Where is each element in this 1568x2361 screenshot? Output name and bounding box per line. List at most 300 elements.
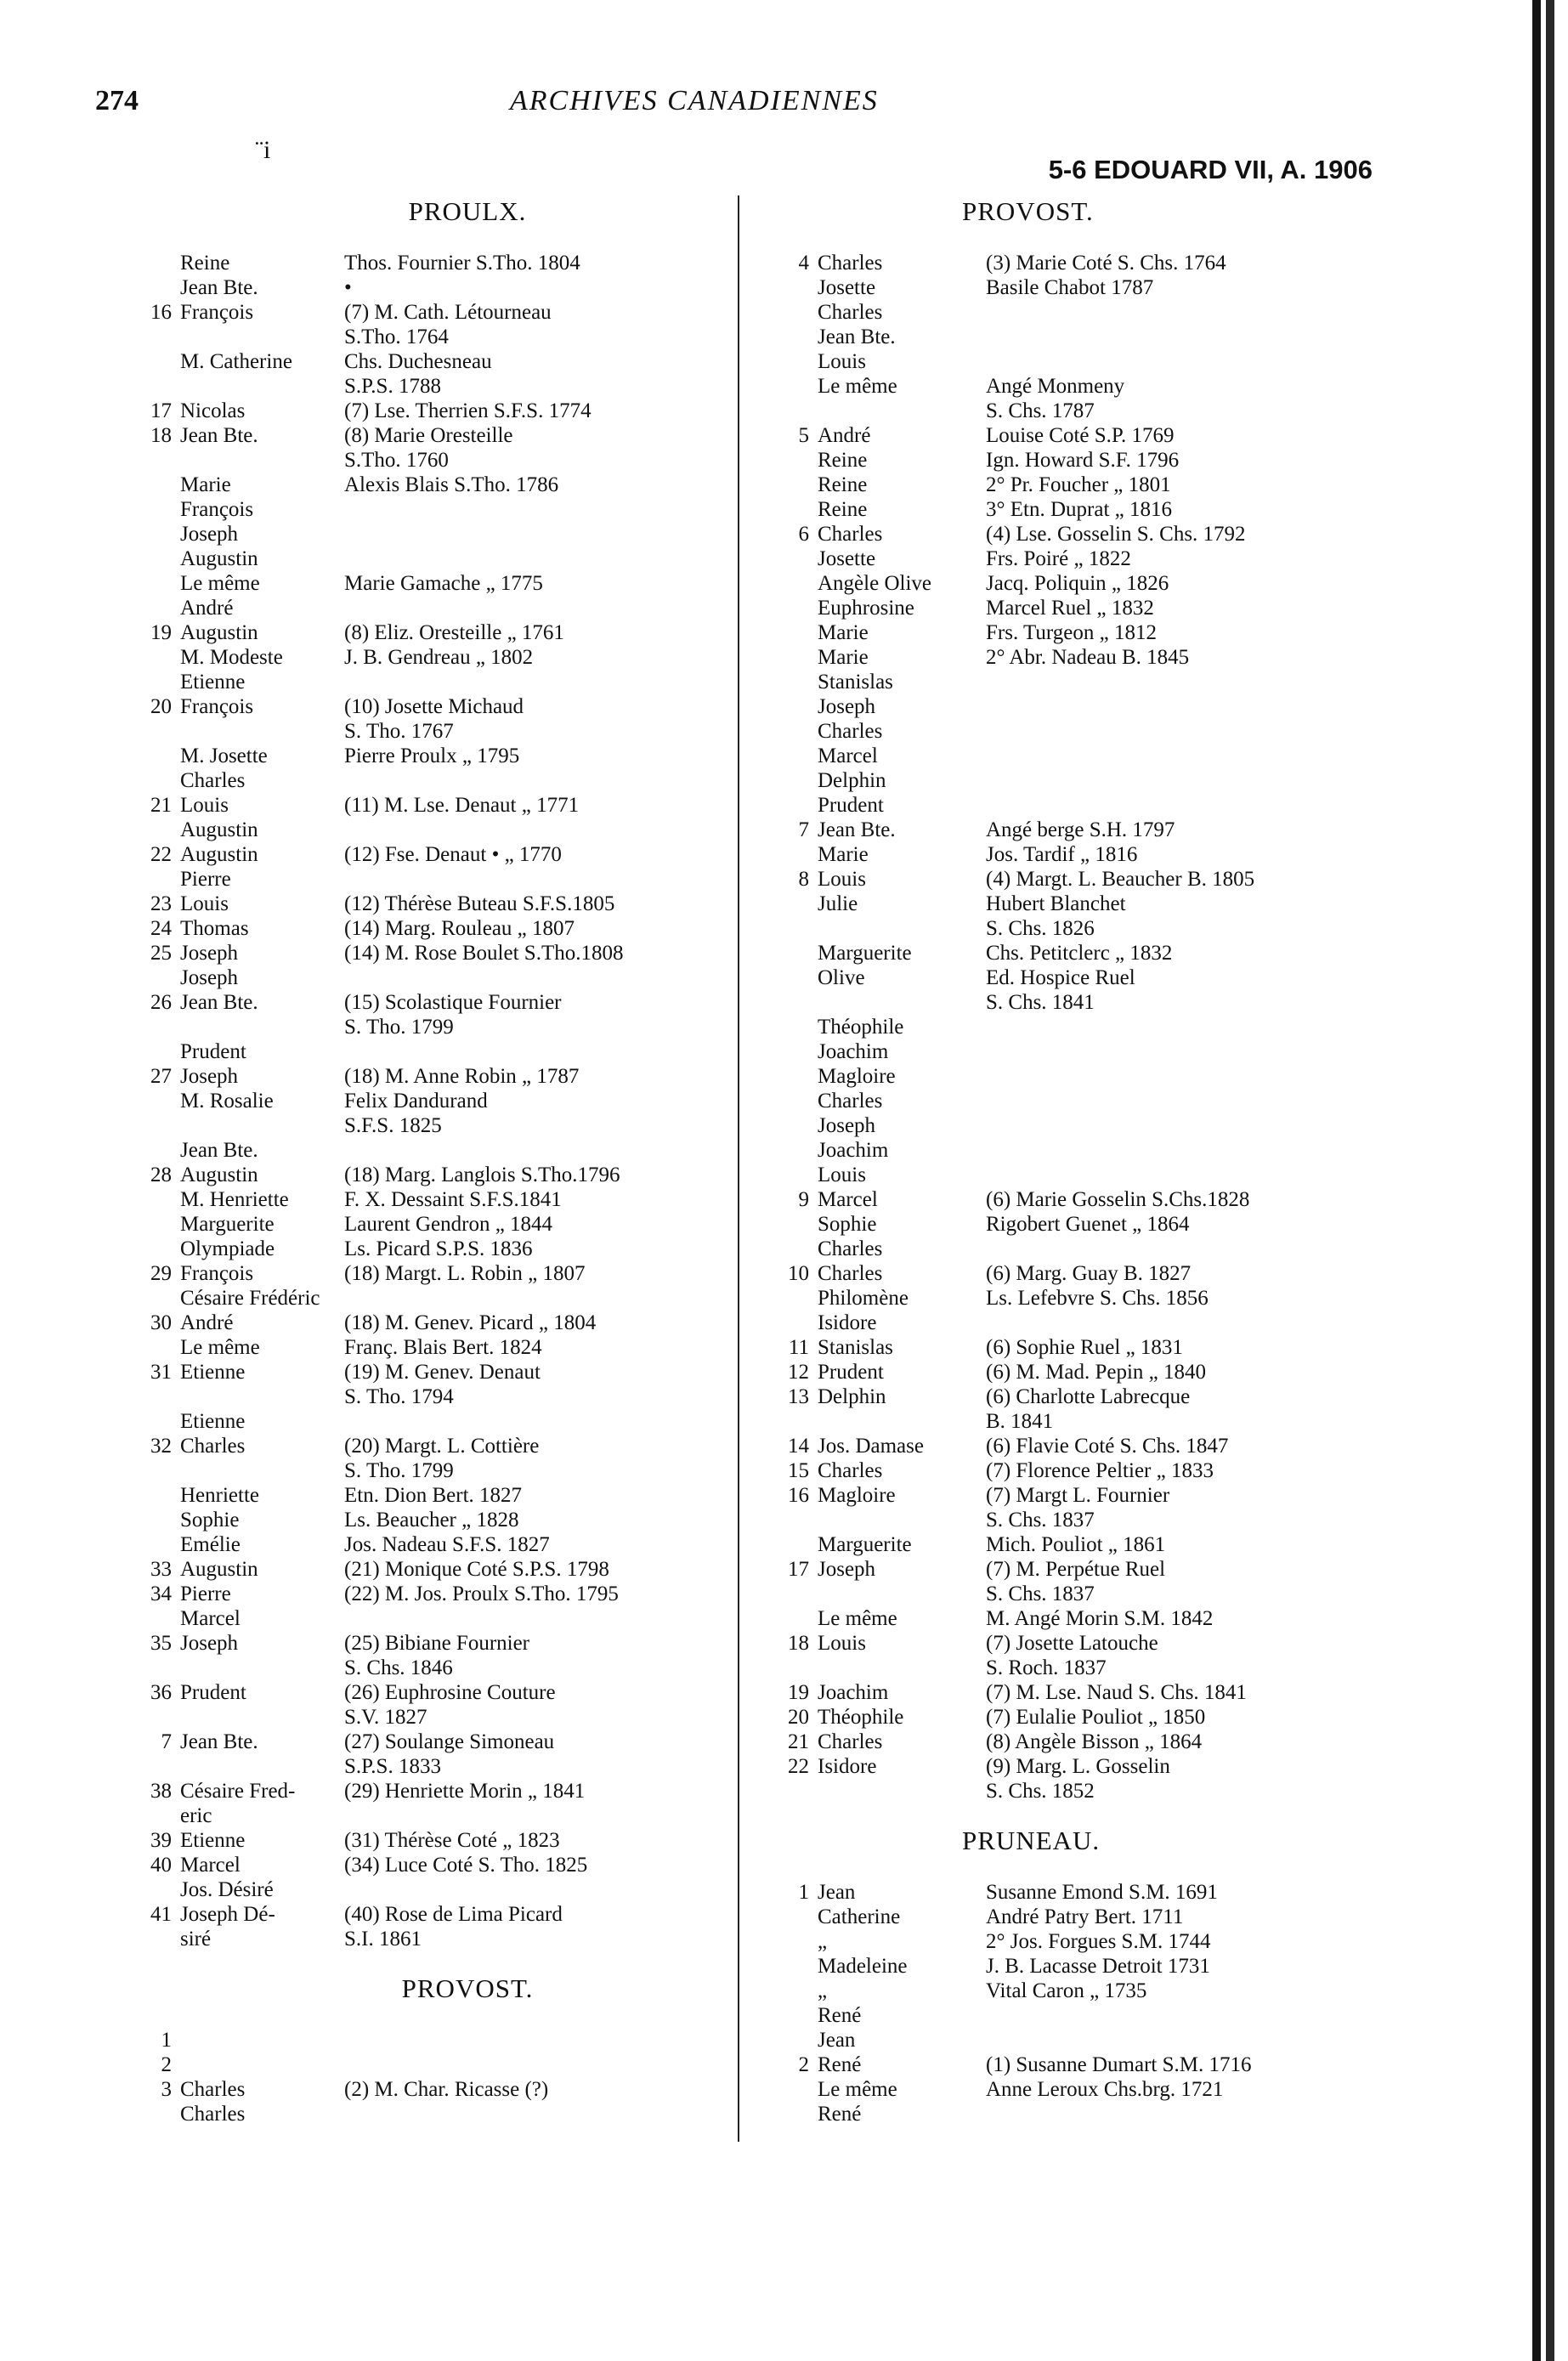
spouse-entry: S.Tho. 1760 [344,449,449,472]
genealogy-entry [153,1113,765,1138]
spouse-entry: (3) Marie Coté S. Chs. 1764 [986,252,1226,275]
spouse-entry: Jacq. Poliquin „ 1826 [986,572,1169,595]
genealogy-entry [790,670,1402,694]
spouse-entry: (10) Josette Michaud [344,695,524,718]
genealogy-entry [790,300,1402,325]
entry-number: 21 [150,794,172,817]
genealogy-entry [790,1064,1402,1089]
person-name: Charles [818,1090,883,1113]
spouse-entry: (7) Margt L. Fournier [986,1484,1170,1507]
genealogy-entry [790,1187,1402,1212]
genealogy-entry [790,1360,1402,1384]
person-name: Olympiade [180,1237,275,1260]
entry-number: 20 [150,695,172,718]
genealogy-entry [150,1853,765,1877]
person-name: François [180,695,254,718]
spouse-entry: (6) M. Mad. Pepin „ 1840 [986,1361,1206,1384]
spouse-entry: S.V. 1827 [344,1706,427,1729]
person-name: M. Henriette [180,1188,289,1211]
genealogy-entry [150,1582,765,1606]
person-name: Jean Bte. [180,991,258,1014]
genealogy-entry [153,1730,765,1754]
spouse-entry: S. Tho. 1767 [344,720,454,743]
person-name: Charles [180,1435,246,1458]
spouse-entry: (40) Rose de Lima Picard [344,1903,563,1926]
person-name: Le même [180,1336,260,1359]
genealogy-entry [790,867,1402,892]
spouse-entry: S. Chs. 1852 [986,1780,1095,1803]
spouse-entry: (7) Eulalie Pouliot „ 1850 [986,1706,1206,1729]
spouse-entry: (8) Eliz. Oresteille „ 1761 [344,621,564,644]
genealogy-entry [790,522,1402,546]
entry-number: 18 [788,1632,809,1655]
person-name: René [818,2103,862,2126]
spouse-entry: (25) Bibiane Fournier [344,1632,530,1655]
spouse-entry: Jos. Nadeau S.F.S. 1827 [344,1533,550,1556]
spouse-entry: S.F.S. 1825 [344,1114,442,1137]
entry-number: 27 [150,1065,172,1088]
genealogy-entry [790,596,1402,620]
genealogy-entry [790,1905,1402,1929]
genealogy-entry [153,645,765,670]
spouse-entry: M. Angé Morin S.M. 1842 [986,1607,1214,1630]
family-heading: PRUNEAU. [962,1826,1101,1855]
person-name: Magloire [818,1065,896,1088]
genealogy-entry [153,719,765,744]
genealogy-entry [790,1089,1402,1113]
entry-number: 2 [798,2053,809,2076]
genealogy-entry [150,1311,765,1335]
person-name: Le même [180,572,260,595]
person-name: Julie [818,892,858,915]
person-name: Augustin [180,1558,258,1581]
spouse-entry: (7) Lse. Therrien S.F.S. 1774 [344,399,592,422]
spouse-entry: Pierre Proulx „ 1795 [344,745,520,767]
scan-edge [1529,0,1568,2361]
genealogy-entry [790,1163,1402,1187]
left-column [150,191,765,2126]
genealogy-entry [153,1212,765,1237]
spouse-entry: 2° Pr. Foucher „ 1801 [986,473,1171,496]
entry-number: 22 [788,1755,809,1778]
spouse-entry: (34) Luce Coté S. Tho. 1825 [344,1854,588,1877]
spouse-entry: (6) Flavie Coté S. Chs. 1847 [986,1435,1229,1458]
entry-number: 6 [798,523,809,546]
spouse-entry: (29) Henriette Morin „ 1841 [344,1780,586,1803]
entry-number: 13 [788,1385,809,1408]
spouse-entry: (14) M. Rose Boulet S.Tho.1808 [344,942,624,965]
genealogy-entry [790,399,1402,423]
spouse-entry: Alexis Blais S.Tho. 1786 [344,473,559,496]
genealogy-entry [790,275,1402,300]
genealogy-entry [153,965,765,990]
spouse-entry: F. X. Dessaint S.F.S.1841 [344,1188,562,1211]
person-name: Louis [818,350,866,373]
genealogy-entry [790,719,1402,744]
running-head: ARCHIVES CANADIENNES [510,85,879,116]
person-name: Louis [818,1164,866,1186]
genealogy-entry [153,1089,765,1113]
genealogy-entry [790,1954,1402,1979]
genealogy-entry [150,620,765,645]
person-name: Marcel [818,745,878,767]
spouse-entry: (7) Florence Peltier „ 1833 [986,1459,1214,1482]
spouse-entry: S.P.S. 1788 [344,375,441,398]
spouse-entry: (4) Margt. L. Beaucher B. 1805 [986,868,1255,891]
genealogy-entry [790,349,1402,374]
entry-number: 28 [150,1164,172,1186]
person-name: Henriette [180,1484,260,1507]
genealogy-entry [153,1927,765,1951]
spouse-entry: Laurent Gendron „ 1844 [344,1213,553,1236]
person-name: Charles [818,720,883,743]
spouse-entry: (11) M. Lse. Denaut „ 1771 [344,794,580,817]
genealogy-entry [790,990,1402,1015]
genealogy-entry [790,473,1402,497]
person-name: Reine [180,252,230,275]
person-name: Marie [818,646,869,669]
person-name: Joseph Dé- [180,1903,275,1926]
genealogy-entry [153,1803,765,1828]
person-name: Madeleine [818,1955,908,1978]
entry-number: 9 [798,1188,809,1211]
person-name: Jean Bte. [180,1730,258,1753]
spouse-entry: J. B. Lacasse Detroit 1731 [986,1955,1210,1978]
genealogy-entry [790,620,1402,645]
spouse-entry: (1) Susanne Dumart S.M. 1716 [986,2053,1252,2076]
genealogy-entry [153,1138,765,1163]
person-name: Stanislas [818,671,893,694]
spouse-entry: Chs. Duchesneau [344,350,492,373]
person-name: Césaire Frédéric [180,1287,320,1310]
genealogy-entry [790,1015,1402,1039]
entry-number: 5 [798,424,809,447]
genealogy-entry [790,2102,1402,2126]
spouse-entry: (12) Fse. Denaut • „ 1770 [344,843,562,866]
person-name: Jean Bte. [180,1139,258,1162]
spouse-entry: S.Tho. 1764 [344,326,449,348]
genealogy-entry [153,497,765,522]
spouse-entry: (4) Lse. Gosselin S. Chs. 1792 [986,523,1246,546]
spouse-entry: S. Chs. 1787 [986,399,1095,422]
person-name: Olive [818,966,865,989]
genealogy-entry [790,1434,1402,1458]
genealogy-entry [790,1582,1402,1606]
spouse-entry: (7) M. Lse. Naud S. Chs. 1841 [986,1681,1247,1704]
genealogy-entry [150,694,765,719]
entry-number: 25 [150,942,172,965]
spouse-entry: (27) Soulange Simoneau [344,1730,555,1753]
session-label: 5-6 EDOUARD VII, A. 1906 [1048,155,1373,184]
spouse-entry: S. Chs. 1841 [986,991,1095,1014]
spouse-entry: (31) Thérèse Coté „ 1823 [344,1829,560,1852]
person-name: Augustin [180,843,258,866]
genealogy-entry [790,941,1402,965]
genealogy-entry [153,670,765,694]
person-name: Jean [818,1881,856,1904]
spouse-entry: Ls. Beaucher „ 1828 [344,1509,519,1532]
spouse-entry: (8) Marie Oresteille [344,424,513,447]
spouse-entry: Chs. Petitclerc „ 1832 [986,942,1173,965]
spouse-entry: (8) Angèle Bisson „ 1864 [986,1730,1203,1753]
spouse-entry: (26) Euphrosine Couture [344,1681,556,1704]
person-name: Charles [818,301,883,324]
genealogy-entry [150,423,765,448]
person-name: Charles [818,1237,883,1260]
genealogy-entry [790,448,1402,473]
person-name: Joseph [180,1632,239,1655]
spouse-entry: S. Roch. 1837 [986,1656,1107,1679]
genealogy-entry [790,842,1402,867]
entry-number: 29 [150,1262,172,1285]
genealogy-entry [790,1880,1402,1905]
person-name: M. Josette [180,745,268,767]
genealogy-entry [150,1434,765,1458]
spouse-entry: S. Tho. 1799 [344,1459,454,1482]
entry-number: 35 [150,1632,172,1655]
genealogy-entry [790,1754,1402,1779]
person-name: M. Catherine [180,350,292,373]
entry-number: 36 [150,1681,172,1704]
genealogy-entry [153,1705,765,1730]
person-name: Marie [818,843,869,866]
genealogy-entry [153,2102,765,2126]
genealogy-entry [150,1828,765,1853]
person-name: Jean Bte. [180,276,258,299]
family-heading: PROVOST. [962,196,1094,226]
person-name: Jean [818,2029,856,2052]
genealogy-entry [153,275,765,300]
entry-number: 11 [788,1336,809,1359]
person-name: Louis [180,892,229,915]
genealogy-entry [153,1237,765,1261]
spouse-entry: Jos. Tardif „ 1816 [986,843,1138,866]
person-name: Joseph [818,1114,876,1137]
spouse-entry: Etn. Dion Bert. 1827 [344,1484,523,1507]
entry-number: 32 [150,1435,172,1458]
entry-number: 21 [788,1730,809,1753]
genealogy-entry [153,1015,765,1039]
genealogy-entry [790,1779,1402,1803]
person-name: eric [180,1804,212,1827]
person-name: Marguerite [180,1213,275,1236]
spouse-entry: J. B. Gendreau „ 1802 [344,646,534,669]
entry-number: 24 [150,917,172,940]
person-name: Augustin [180,1164,258,1186]
spouse-entry: (7) M. Perpétue Ruel [986,1558,1166,1581]
person-name: Joseph [818,1558,876,1581]
genealogy-entry [790,1335,1402,1360]
person-name: Marcel [180,1854,241,1877]
person-name: Emélie [180,1533,241,1556]
person-name: Marcel [180,1607,241,1630]
genealogy-entry [150,1779,765,1803]
person-name: Charles [818,523,883,546]
spouse-entry: (7) Josette Latouche [986,1632,1158,1655]
person-name: Prudent [818,1361,884,1384]
person-name: Marie [818,621,869,644]
genealogy-entry [790,744,1402,768]
genealogy-entry [790,694,1402,719]
entry-number: 17 [150,399,172,422]
spouse-entry: (7) M. Cath. Létourneau [344,301,552,324]
genealogy-entry [790,1631,1402,1656]
person-name: Catherine [818,1905,901,1928]
genealogy-entry [150,1064,765,1089]
person-name: Philomène [818,1287,909,1310]
person-name: M. Rosalie [180,1090,274,1113]
genealogy-entry [153,1754,765,1779]
person-name: René [818,2004,862,2027]
genealogy-entry [150,399,765,423]
genealogy-entry [790,1261,1402,1286]
spouse-entry: S.I. 1861 [344,1928,422,1951]
entry-number: 10 [788,1262,809,1285]
spouse-entry: S. Chs. 1846 [344,1656,453,1679]
person-name: Jean Bte. [180,424,258,447]
genealogy-entry [153,1458,765,1483]
entry-number: 26 [150,991,172,1014]
genealogy-entry [790,1483,1402,1508]
genealogy-entry [790,645,1402,670]
genealogy-entry [790,1656,1402,1680]
genealogy-entry [790,818,1402,842]
entry-number: 3 [161,2078,172,2101]
genealogy-entry [153,571,765,596]
person-name: Reine [818,498,868,521]
person-name: Magloire [818,1484,896,1507]
person-name: Théophile [818,1706,904,1729]
spouse-entry: S. Chs. 1826 [986,917,1095,940]
genealogy-entry [153,1384,765,1409]
person-name: Etienne [180,1410,246,1433]
genealogy-entry [150,1360,765,1384]
person-name: Etienne [180,1829,246,1852]
person-name: Joachim [818,1139,889,1162]
person-name: Stanislas [818,1336,893,1359]
person-name: André [180,597,234,620]
entry-number: 1 [161,2029,172,2052]
person-name: Augustin [180,818,258,841]
spouse-entry: Marie Gamache „ 1775 [344,572,543,595]
genealogy-entry [150,793,765,818]
entry-number: 16 [788,1484,809,1507]
entry-number: 19 [788,1681,809,1704]
genealogy-entry [150,1902,765,1927]
person-name: Reine [818,473,868,496]
person-name: Sophie [818,1213,877,1236]
genealogy-entry [150,916,765,941]
person-name: Prudent [180,1040,246,1063]
person-name: Joseph [180,966,239,989]
genealogy-entry [790,325,1402,349]
spouse-entry: Basile Chabot 1787 [986,276,1154,299]
person-name: „ [818,1930,828,1953]
entry-number: 40 [150,1854,172,1877]
person-name: François [180,301,254,324]
genealogy-entry [153,448,765,473]
person-name: André [818,424,871,447]
person-name: Le même [818,1607,897,1630]
genealogy-entry [150,892,765,916]
entry-number: 2 [161,2053,172,2076]
spouse-entry: Frs. Turgeon „ 1812 [986,621,1157,644]
spouse-entry: Felix Dandurand [344,1090,488,1113]
spouse-entry: (21) Monique Coté S.P.S. 1798 [344,1558,609,1581]
person-name: Marguerite [818,1533,912,1556]
spouse-entry: Angé berge S.H. 1797 [986,818,1175,841]
entry-number: 16 [150,301,172,324]
person-name: Jean Bte. [818,818,896,841]
genealogy-entry [153,867,765,892]
person-name: Pierre [180,868,231,891]
person-name: Delphin [818,1385,886,1408]
entry-number: 23 [150,892,172,915]
genealogy-entry [790,497,1402,522]
person-name: Le même [818,2078,897,2101]
genealogy-entry [150,1631,765,1656]
person-name: Joseph [180,942,239,965]
spouse-entry: (18) Marg. Langlois S.Tho.1796 [344,1164,620,1186]
spouse-entry: Franç. Blais Bert. 1824 [344,1336,542,1359]
spouse-entry: (2) M. Char. Ricasse (?) [344,2078,549,2101]
genealogy-entry [153,2077,765,2102]
genealogy-entry [153,546,765,571]
genealogy-entry [790,793,1402,818]
right-column [790,191,1402,2126]
genealogy-entry [153,596,765,620]
spouse-entry: Rigobert Guenet „ 1864 [986,1213,1190,1236]
spouse-entry: (6) Marie Gosselin S.Chs.1828 [986,1188,1250,1211]
person-name: Marie [180,473,231,496]
spouse-entry: André Patry Bert. 1711 [986,1905,1184,1928]
spouse-entry: Ign. Howard S.F. 1796 [986,449,1180,472]
genealogy-entry [790,1458,1402,1483]
genealogy-entry [790,1409,1402,1434]
genealogy-entry [790,1557,1402,1582]
family-heading: PROULX. [408,196,527,226]
genealogy-entry [150,842,765,867]
top-mark: ¨i [255,136,271,164]
person-name: Angèle Olive [818,572,931,595]
entry-number: 39 [150,1829,172,1852]
person-name: Joseph [818,695,876,718]
page-number: 274 [95,85,139,116]
person-name: Joachim [818,1681,889,1704]
genealogy-entry [150,941,765,965]
genealogy-entry [790,2052,1402,2077]
person-name: Charles [818,1730,883,1753]
genealogy-entry [153,818,765,842]
spouse-entry: B. 1841 [986,1410,1054,1433]
genealogy-entry [790,546,1402,571]
genealogy-entry [790,1705,1402,1730]
spouse-entry: Marcel Ruel „ 1832 [986,597,1154,620]
genealogy-entry [790,251,1402,275]
genealogy-entry [790,571,1402,596]
person-name: Augustin [180,547,258,570]
genealogy-entry [790,1237,1402,1261]
genealogy-entry [790,1508,1402,1532]
genealogy-entry [153,522,765,546]
person-name: Le même [818,375,897,398]
genealogy-entry [790,1311,1402,1335]
genealogy-entry [790,1113,1402,1138]
person-name: Théophile [818,1016,904,1039]
genealogy-entry [790,1680,1402,1705]
genealogy-entry [153,2052,765,2077]
person-name: Delphin [818,769,886,792]
